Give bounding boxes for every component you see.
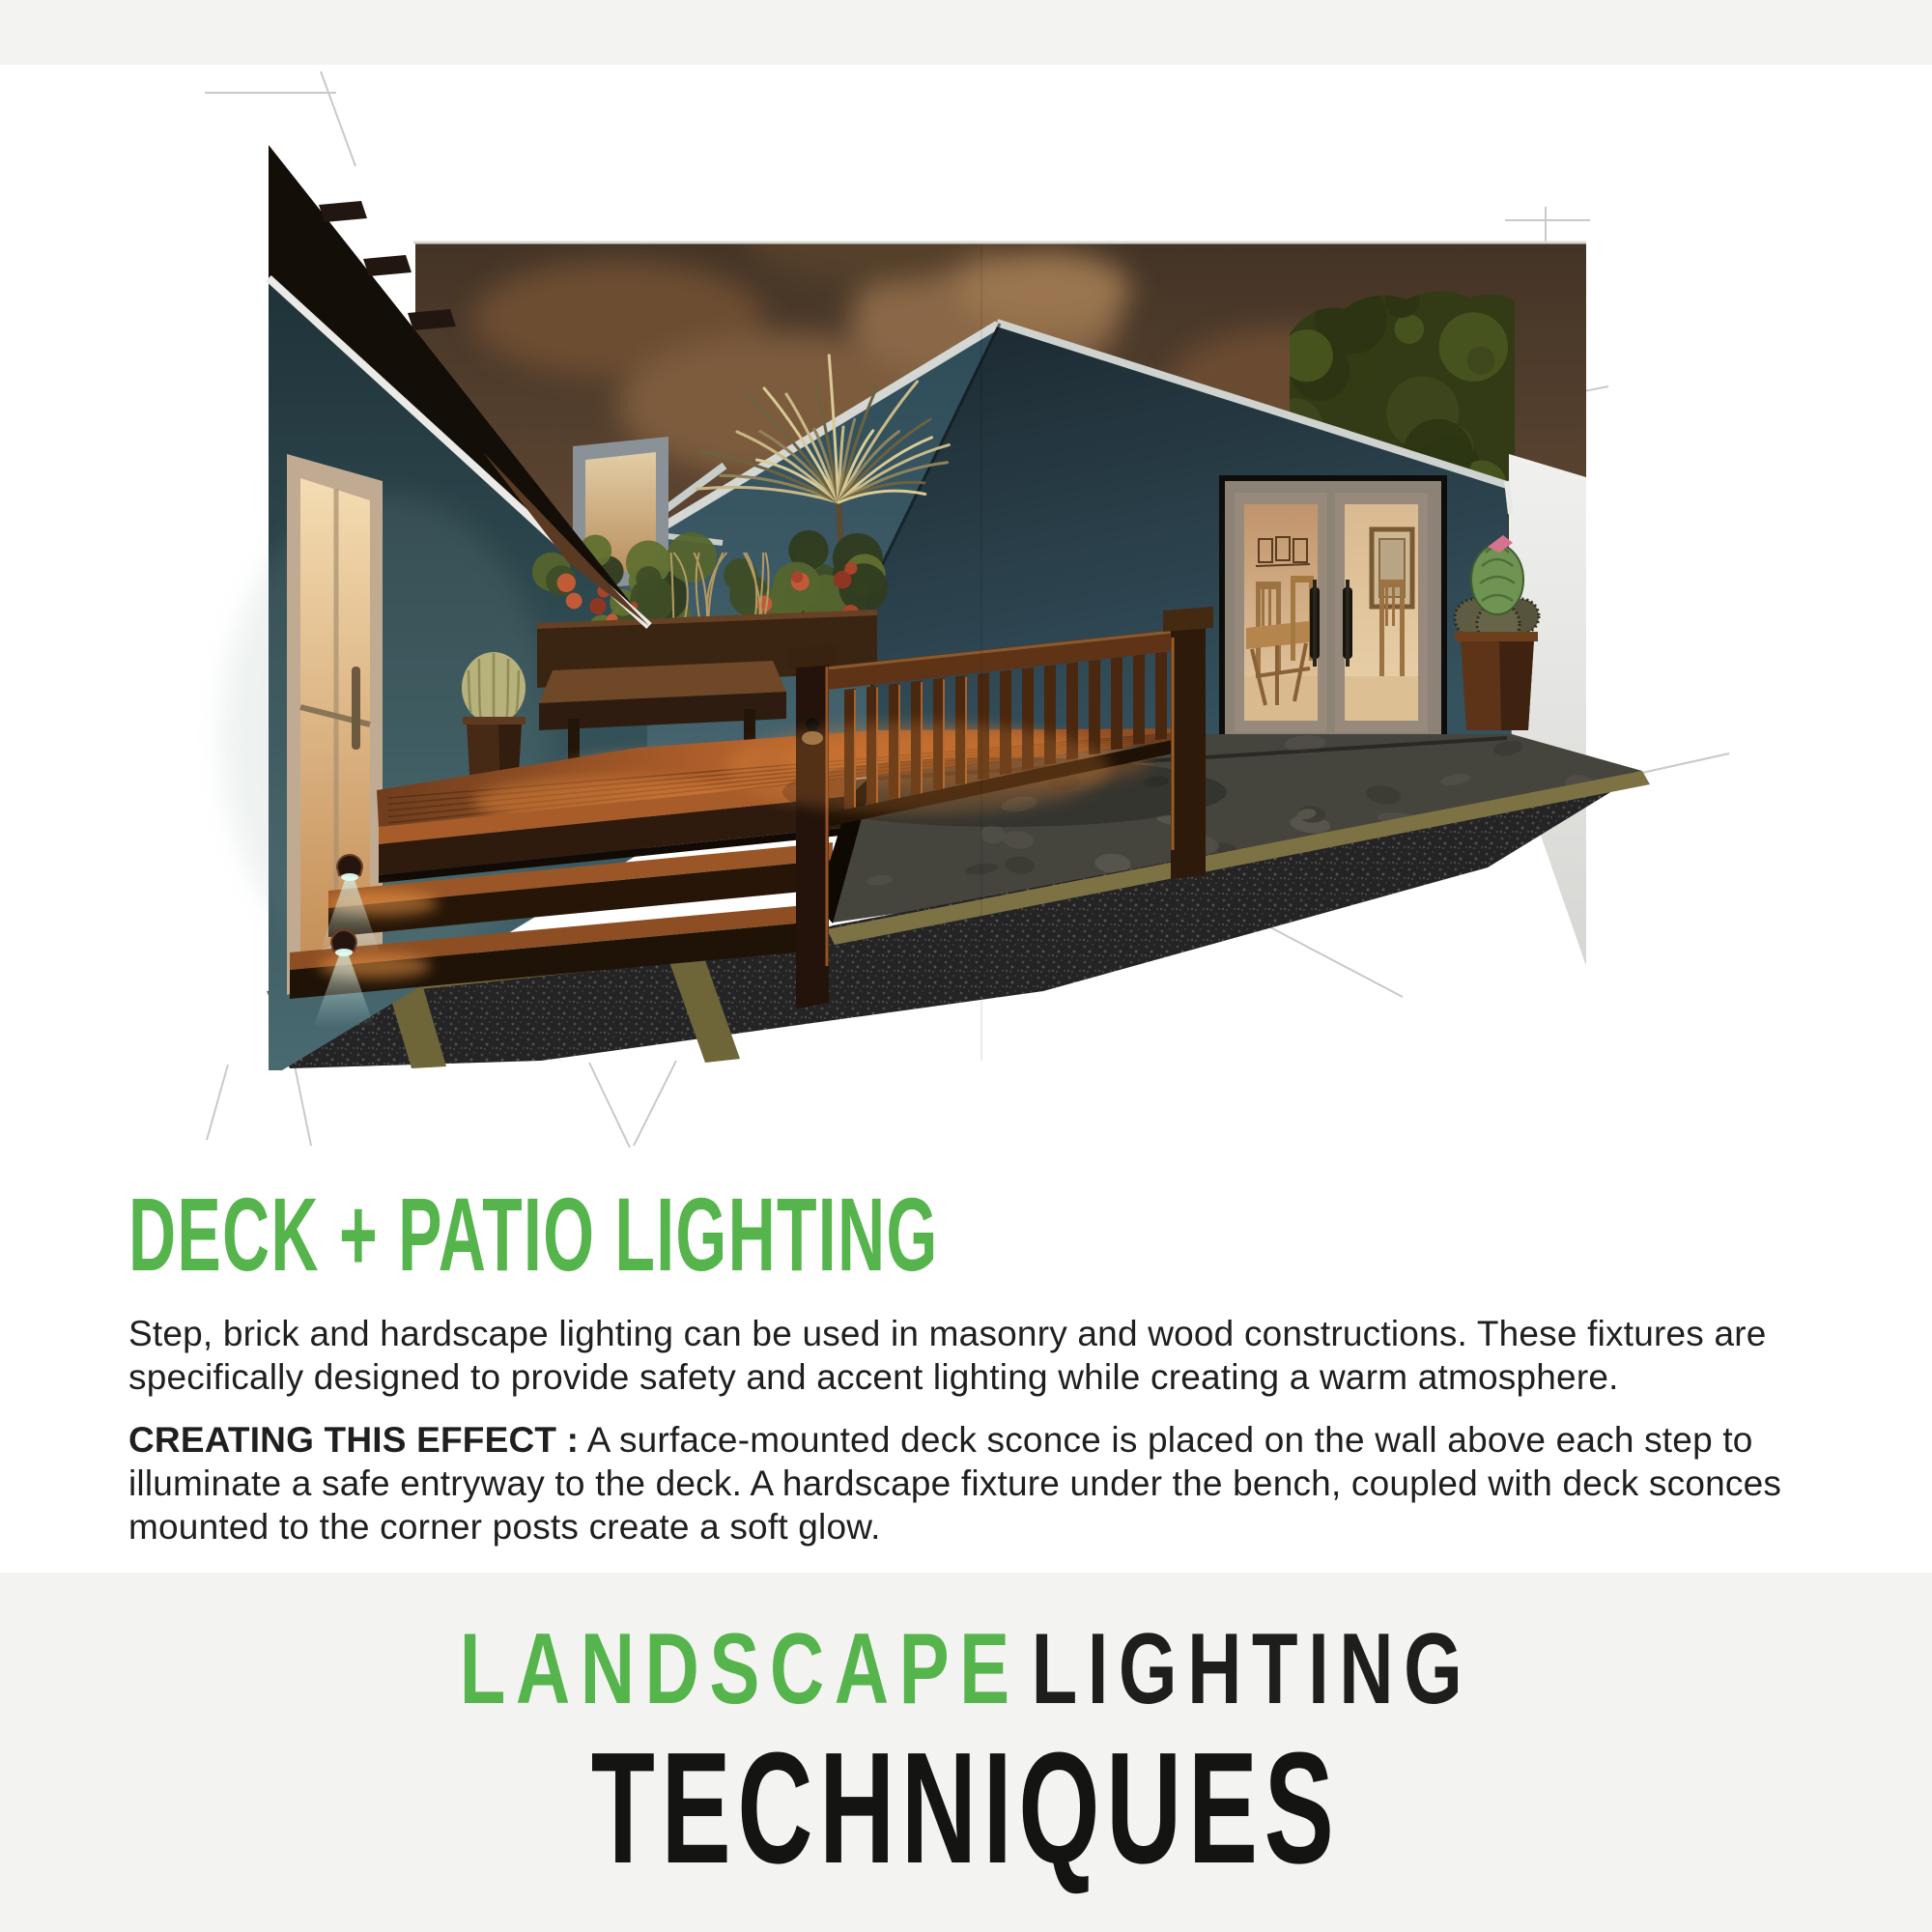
- footer-landscape-text: LANDSCAPE: [459, 1613, 1020, 1725]
- effect-text: A surface-mounted deck sconce is placed on the wall above each step to illuminate a safe entryway to the deck. A hardscape fixture under the bench, coupled with deck sconces mounted to the corner posts create a soft glow.: [128, 1420, 1782, 1547]
- intro-paragraph: Step, brick and hardscape lighting can be used in masonry and wood constructions. These fixtures are specifically designed to provide safety and accent lighting while creating a warm atmosphere.: [128, 1314, 1767, 1397]
- footer-band: [0, 1573, 1932, 1932]
- effect-paragraph: [128, 1418, 1819, 1548]
- footer-line1: [0, 1613, 1932, 1725]
- effect-label: CREATING THIS EFFECT :: [128, 1420, 580, 1460]
- railing-post: [796, 659, 829, 1009]
- interior-back-wall: [1345, 504, 1418, 721]
- footer-lighting-text: LIGHTING: [1031, 1613, 1473, 1725]
- door-handle: [352, 667, 360, 750]
- footer-line2: [0, 1719, 1932, 1896]
- footer-techniques-text: TECHNIQUES: [591, 1719, 1341, 1896]
- section-heading: DECK + PATIO LIGHTING: [128, 1176, 939, 1293]
- description-section: [128, 1176, 1819, 1548]
- french-doors: [1192, 475, 1464, 759]
- railing-corner-post: [1171, 620, 1206, 879]
